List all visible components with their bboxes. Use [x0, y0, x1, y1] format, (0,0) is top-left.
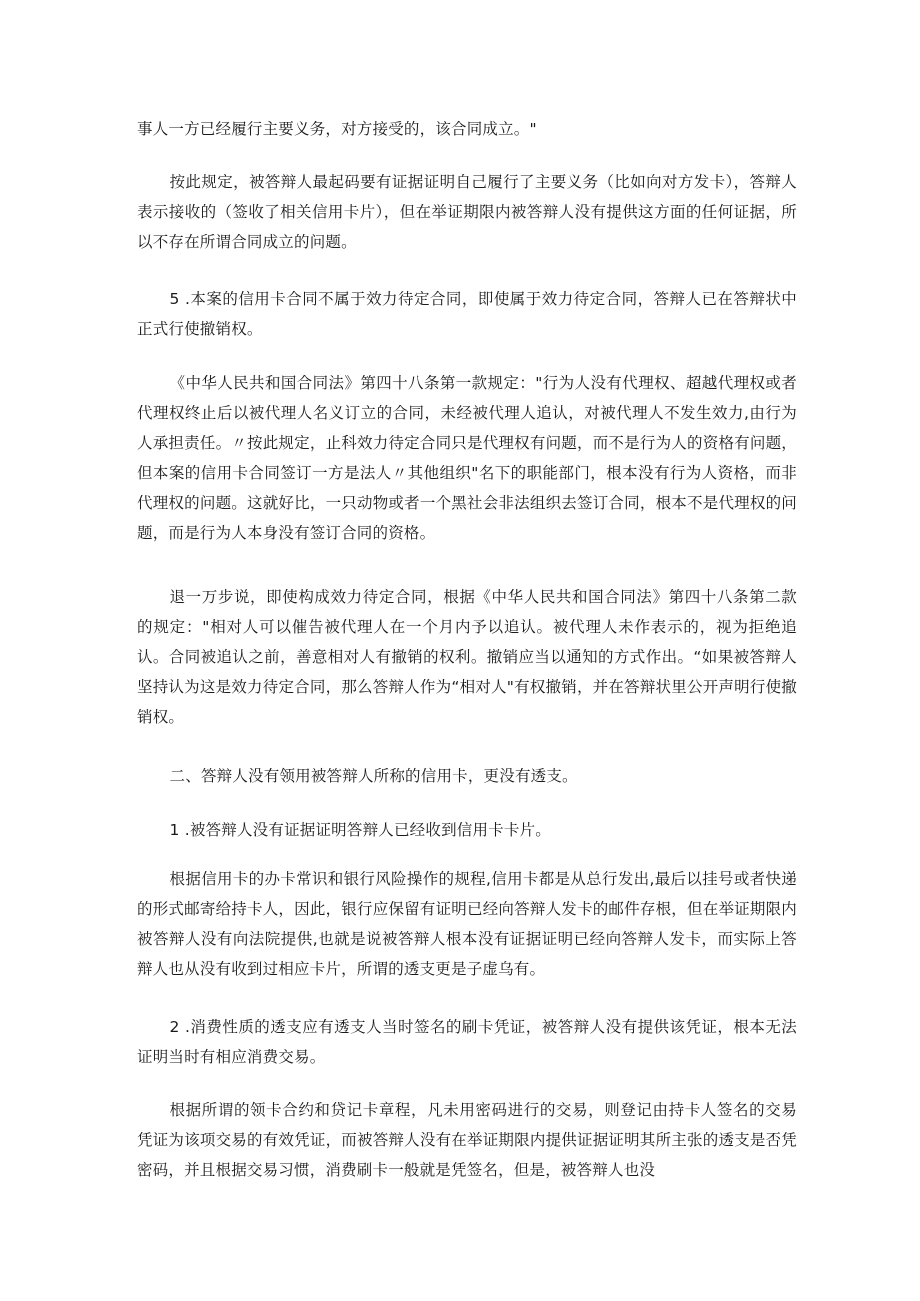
paragraph-item-2-heading: 2 .消费性质的透支应有透支人当时签名的刷卡凭证，被答辩人没有提供该凭证，根本无法证明当时有相应消费交易。	[137, 1018, 797, 1066]
paragraph-article-48-clause-2: 退一万步说，即使构成效力待定合同，根据《中华人民共和国合同法》第四十八条第二款的规定："相对人可以催告被代理人在一个月内予以追认。被代理人未作表示的，视为拒绝追认。合同被追认之前，善意相对人有撤销的权利。撤销应当以通知的方式作出。“如果被答辩人坚持认为这是效力待定合同，那么答辩人作为“相对人"有权撤销，并在答辩状里公开声明行使撤销权。	[137, 588, 797, 726]
paragraph-item-5-heading: 5 .本案的信用卡合同不属于效力待定合同，即使属于效力待定合同，答辩人已在答辩状中正式行使撤销权。	[137, 290, 797, 338]
section-two-heading: 二、答辩人没有领用被答辩人所称的信用卡，更没有透支。	[169, 767, 578, 785]
paragraph-transaction-voucher: 根据所谓的领卡合约和贷记卡章程，凡未用密码进行的交易，则登记由持卡人签名的交易凭证为该项交易的有效凭证，而被答辩人没有在举证期限内提供证据证明其所主张的透支是否凭密码，并且根据交易习惯，消费刷卡一般就是凭签名，但是，被答辩人也没	[137, 1101, 797, 1179]
paragraph-item-1-heading: 1 .被答辩人没有证据证明答辩人已经收到信用卡卡片。	[169, 821, 551, 839]
paragraph-article-48-clause-1: 《中华人民共和国合同法》第四十八条第一款规定："行为人没有代理权、超越代理权或者代理权终止后以被代理人名义订立的合同，未经被代理人追认，对被代理人不发生效力,由行为人承担责任。〃按此规定，止科效力待定合同只是代理权有问题，而不是行为人的资格有问题，但本案的信用卡合同签订一方是法人〃其他组织"名下的职能部门，根本没有行为人资格，而非代理权的问题。这就好比，一只动物或者一个黑社会非法组织去签订合同，根本不是代理权的问题，而是行为人本身没有签订合同的资格。	[137, 374, 797, 542]
paragraph-card-delivery: 根据信用卡的办卡常识和银行风险操作的规程,信用卡都是从总行发出,最后以挂号或者快递的形式邮寄给持卡人，因此，银行应保留有证明已经向答辩人发卡的邮件存根，但在举证期限内被答辩人没有向法院提供,也就是说被答辩人根本没有证据证明已经向答辩人发卡，而实际上答辩人也从没有收到过相应卡片，所谓的透支更是子虚乌有。	[137, 870, 797, 978]
paragraph-contract-formation: 按此规定，被答辩人最起码要有证据证明自己履行了主要义务（比如向对方发卡），答辩人表示接收的（签收了相关信用卡片），但在举证期限内被答辩人没有提供这方面的任何证据，所以不存在所谓合同成立的问题。	[137, 173, 797, 251]
paragraph-continuation: 事人一方已经履行主要义务，对方接受的，该合同成立。"	[137, 120, 537, 138]
